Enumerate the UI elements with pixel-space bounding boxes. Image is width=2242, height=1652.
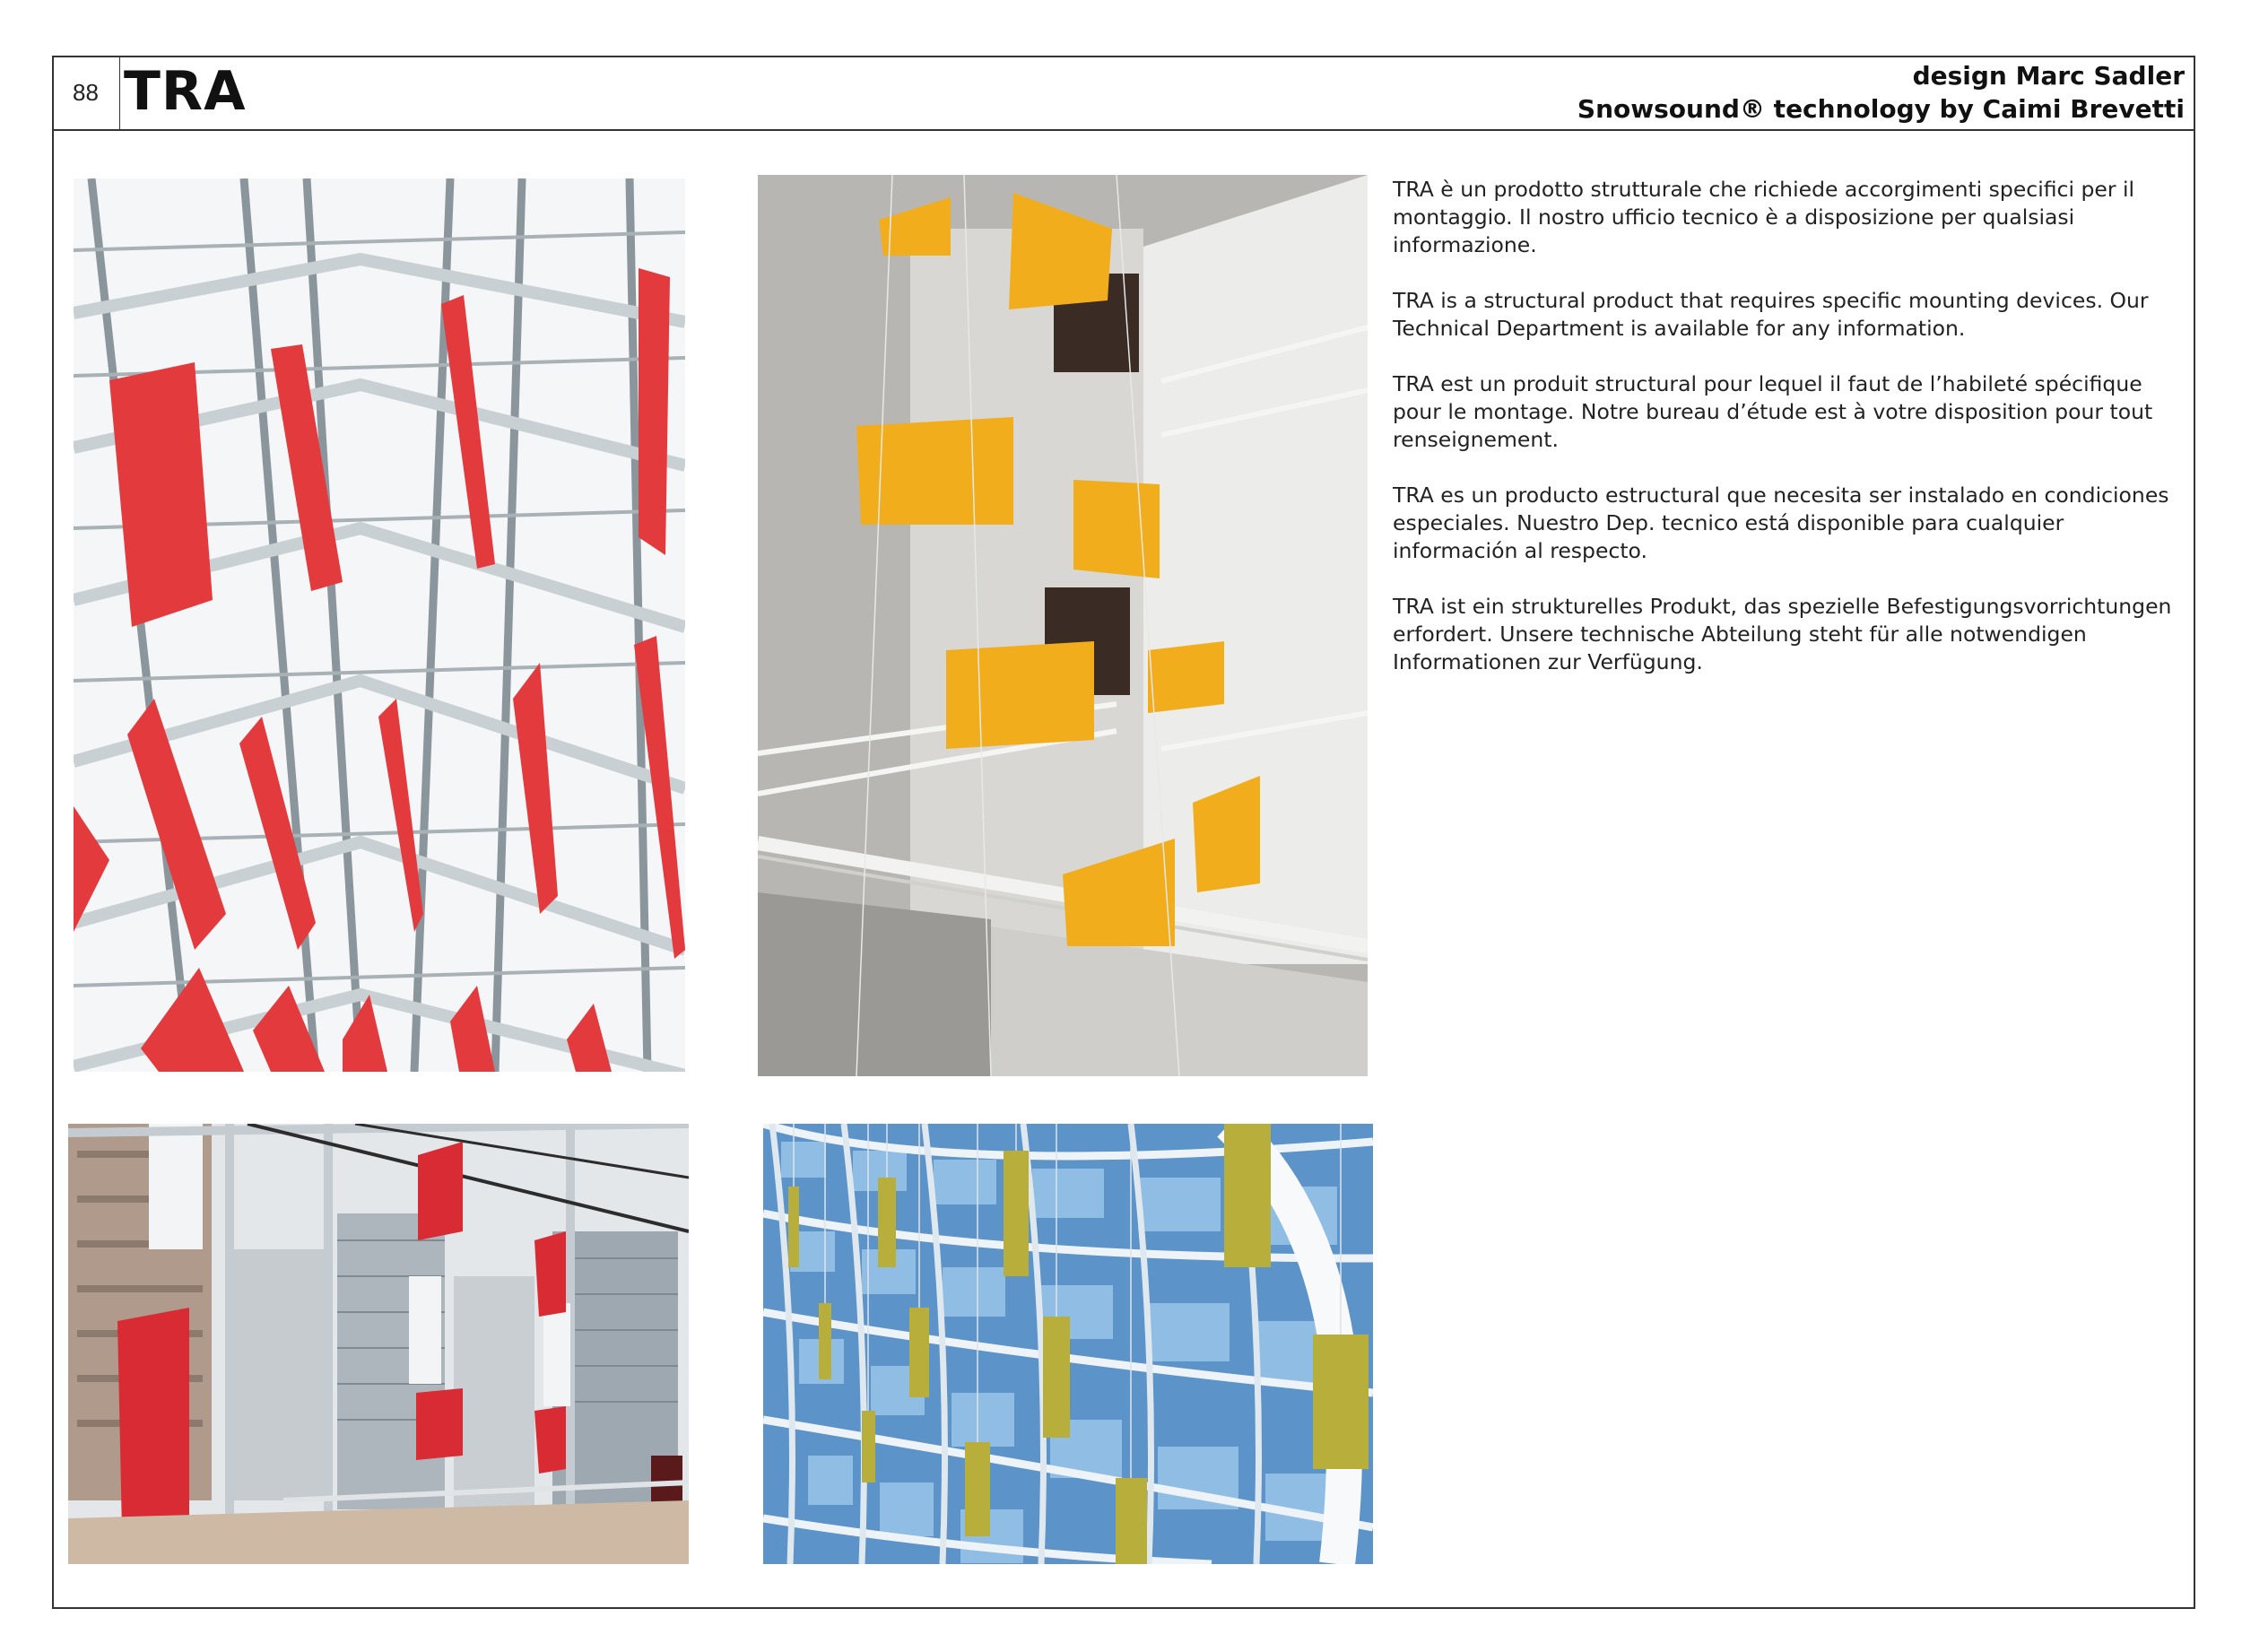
product-title: TRA (124, 60, 247, 123)
description-spanish: TRA es un producto estructural que necesita ser instalado en condiciones especiales. Nuestro Dep. tecnico está disponible para cualquier información al respecto. (1393, 483, 2169, 563)
photo-red-panels-skyscraper-lobby (68, 1124, 689, 1564)
design-credit: design Marc Sadler (1912, 61, 2185, 91)
description-english: TRA is a structural product that requires specific mounting devices. Our Technical Department is available for any information. (1393, 288, 2149, 341)
technology-credit: Snowsound® technology by Caimi Brevetti (1577, 94, 2185, 124)
credits (1577, 59, 2185, 126)
photo-red-panels-glass-roof (74, 178, 685, 1072)
description-italian: TRA è un prodotto strutturale che richiede accorgimenti specifici per il montaggio. Il nostro ufficio tecnico è a disposizione per qualsiasi informazione. (1393, 177, 2135, 257)
description-german: TRA ist ein strukturelles Produkt, das spezielle Befestigungsvorrichtungen erfordert. Unsere technische Abteilung steht für alle notwendigen Informationen zur Verfügung. (1393, 594, 2172, 674)
page-header (52, 56, 2195, 131)
description-french: TRA est un produit structural pour lequel il faut de l’habileté spécifique pour le montage. Notre bureau d’étude est à votre disposition pour tout renseignement. (1393, 371, 2153, 452)
photo-olive-panels-blue-vault (763, 1124, 1373, 1564)
page-number: 88 (52, 56, 120, 129)
photo-yellow-panels-atrium (758, 175, 1368, 1076)
description-column (1393, 176, 2178, 704)
